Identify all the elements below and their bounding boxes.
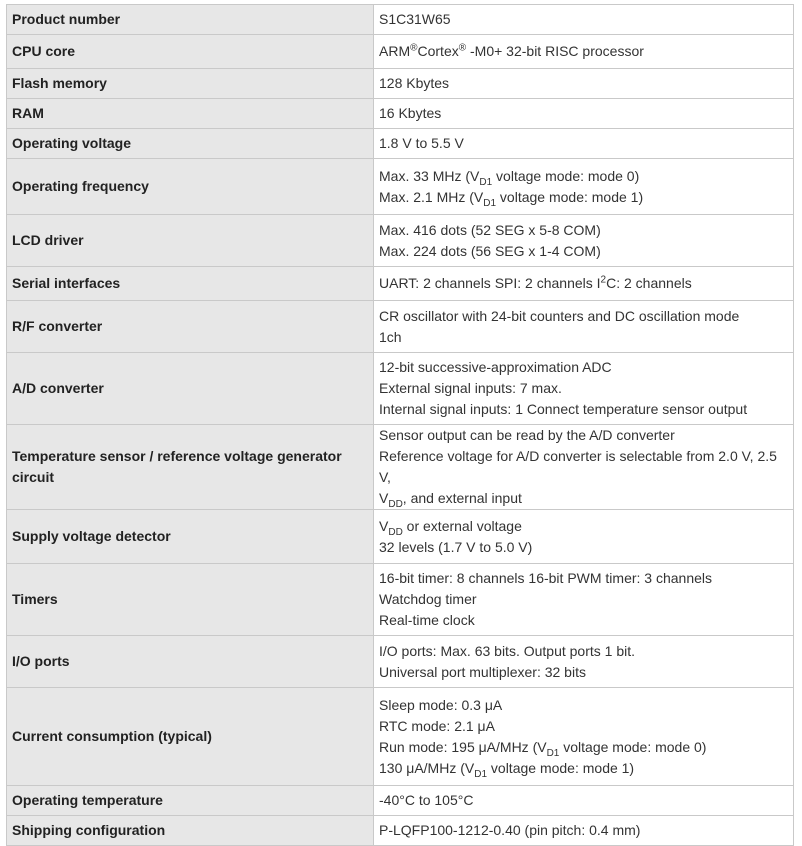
spec-value (374, 510, 794, 564)
spec-value (374, 215, 794, 267)
spec-value-line (379, 220, 788, 241)
spec-row (7, 159, 794, 215)
value-text: 128 Kbytes (379, 75, 450, 91)
spec-value (374, 425, 794, 510)
value-text: C: 2 channels (606, 275, 692, 291)
spec-row (7, 816, 794, 846)
spec-value-line (379, 9, 788, 30)
spec-value-line (379, 568, 788, 589)
value-text: 32 levels (1.7 V to 5.0 V) (379, 538, 533, 555)
spec-label: Product number (7, 5, 374, 35)
spec-value-line (379, 662, 788, 683)
value-text: , and external input (402, 490, 522, 506)
spec-value (374, 688, 794, 786)
spec-label: I/O ports (7, 636, 374, 688)
spec-row (7, 267, 794, 301)
spec-row (7, 353, 794, 425)
spec-label: Shipping configuration (7, 816, 374, 846)
value-text: 16 Kbytes (379, 105, 442, 121)
value-text: 1ch (379, 328, 402, 345)
value-text: Cortex (417, 43, 459, 59)
spec-value-line (379, 758, 788, 779)
spec-row (7, 99, 794, 129)
value-text: UART: 2 channels SPI: 2 channels I (379, 275, 601, 291)
spec-value (374, 564, 794, 636)
spec-value-line (379, 695, 788, 716)
value-text: 1.8 V to 5.5 V (379, 135, 464, 151)
value-text: 130 μA/MHz (V (379, 759, 475, 776)
subscript-text: D1 (546, 747, 560, 759)
spec-value-line (379, 378, 788, 399)
spec-value-line (379, 73, 788, 94)
spec-label: Serial interfaces (7, 267, 374, 301)
spec-value-line (379, 273, 788, 294)
value-text: Sensor output can be read by the A/D converter (379, 427, 675, 443)
spec-value-line (379, 537, 788, 558)
value-text: or external voltage (402, 517, 522, 534)
subscript-text: DD (388, 498, 403, 510)
subscript-text: DD (388, 526, 403, 538)
spec-label: RAM (7, 99, 374, 129)
value-text: Reference voltage for A/D converter is selectable from 2.0 V, 2.5 V, (379, 448, 777, 485)
spec-label: A/D converter (7, 353, 374, 425)
value-text: voltage mode: mode 1) (487, 759, 635, 776)
superscript-text: 2 (600, 274, 607, 286)
spec-value-line (379, 306, 788, 327)
value-text: -M0+ 32-bit RISC processor (466, 43, 644, 59)
spec-value-line (379, 357, 788, 378)
value-text: Watchdog timer (379, 591, 477, 607)
value-text: ARM (379, 43, 411, 59)
value-text: V (379, 490, 389, 506)
spec-value-line (379, 641, 788, 662)
spec-label: R/F converter (7, 301, 374, 353)
subscript-text: D1 (483, 197, 497, 209)
spec-table-body (7, 5, 794, 846)
spec-value-line (379, 241, 788, 262)
value-text: Max. 33 MHz (V (379, 167, 480, 184)
spec-value-line (379, 103, 788, 124)
value-text: RTC mode: 2.1 μA (379, 717, 495, 734)
spec-value (374, 69, 794, 99)
spec-value-line (379, 820, 788, 841)
value-text: I/O ports: Max. 63 bits. Output ports 1 bit. (379, 642, 635, 659)
spec-value (374, 267, 794, 301)
spec-value (374, 129, 794, 159)
spec-value (374, 35, 794, 69)
spec-value (374, 301, 794, 353)
spec-row (7, 215, 794, 267)
value-text: -40°C to 105°C (379, 792, 474, 808)
spec-value-line (379, 166, 788, 187)
value-text: External signal inputs: 7 max. (379, 380, 562, 396)
spec-value-line (379, 737, 788, 758)
value-text: Max. 224 dots (56 SEG x 1-4 COM) (379, 242, 601, 259)
spec-value (374, 353, 794, 425)
spec-value-line (379, 187, 788, 208)
spec-row (7, 786, 794, 816)
value-text: 12-bit successive-approximation ADC (379, 359, 612, 375)
spec-value-line (379, 446, 788, 488)
subscript-text: D1 (479, 176, 493, 188)
spec-row (7, 636, 794, 688)
value-text: 16-bit timer: 8 channels 16-bit PWM timer: 3 channels (379, 570, 713, 586)
value-text: P-LQFP100-1212-0.40 (pin pitch: 0.4 mm) (379, 822, 641, 838)
value-text: V (379, 517, 389, 534)
spec-label: Operating frequency (7, 159, 374, 215)
superscript-text: ® (410, 42, 418, 54)
value-text: voltage mode: mode 1) (496, 188, 644, 205)
spec-value (374, 159, 794, 215)
spec-value-line (379, 790, 788, 811)
spec-row (7, 510, 794, 564)
spec-row (7, 35, 794, 69)
spec-value (374, 816, 794, 846)
spec-value-line (379, 425, 788, 446)
spec-value-line (379, 327, 788, 348)
spec-label: LCD driver (7, 215, 374, 267)
spec-row (7, 425, 794, 510)
spec-value (374, 5, 794, 35)
spec-label: Current consumption (typical) (7, 688, 374, 786)
spec-value (374, 636, 794, 688)
value-text: Real-time clock (379, 612, 475, 628)
spec-value (374, 99, 794, 129)
spec-label: Temperature sensor / reference voltage generator circuit (7, 425, 374, 510)
subscript-text: D1 (474, 768, 488, 780)
value-text: Max. 2.1 MHz (V (379, 188, 484, 205)
value-text: Run mode: 195 μA/MHz (V (379, 738, 547, 755)
spec-label: Flash memory (7, 69, 374, 99)
spec-label: Supply voltage detector (7, 510, 374, 564)
spec-row (7, 564, 794, 636)
value-text: Max. 416 dots (52 SEG x 5-8 COM) (379, 221, 601, 238)
spec-row (7, 688, 794, 786)
value-text: Universal port multiplexer: 32 bits (379, 663, 586, 680)
spec-value-line (379, 516, 788, 537)
spec-value-line (379, 589, 788, 610)
spec-label: Operating voltage (7, 129, 374, 159)
spec-row (7, 5, 794, 35)
spec-row (7, 69, 794, 99)
spec-label: Operating temperature (7, 786, 374, 816)
spec-table-container (6, 4, 794, 846)
spec-row (7, 129, 794, 159)
spec-value-line (379, 716, 788, 737)
spec-label: Timers (7, 564, 374, 636)
spec-label: CPU core (7, 35, 374, 69)
spec-value-line (379, 41, 788, 62)
spec-value-line (379, 399, 788, 420)
spec-value-line (379, 610, 788, 631)
value-text: Internal signal inputs: 1 Connect temperature sensor output (379, 401, 748, 417)
value-text: voltage mode: mode 0) (492, 167, 640, 184)
value-text: voltage mode: mode 0) (559, 738, 707, 755)
value-text: CR oscillator with 24-bit counters and DC oscillation mode (379, 307, 740, 324)
spec-value (374, 786, 794, 816)
value-text: Sleep mode: 0.3 μA (379, 696, 503, 713)
product-spec-table (6, 4, 794, 846)
spec-value-line (379, 488, 788, 509)
spec-value-line (379, 133, 788, 154)
spec-row (7, 301, 794, 353)
value-text: S1C31W65 (379, 11, 451, 27)
superscript-text: ® (458, 42, 467, 54)
